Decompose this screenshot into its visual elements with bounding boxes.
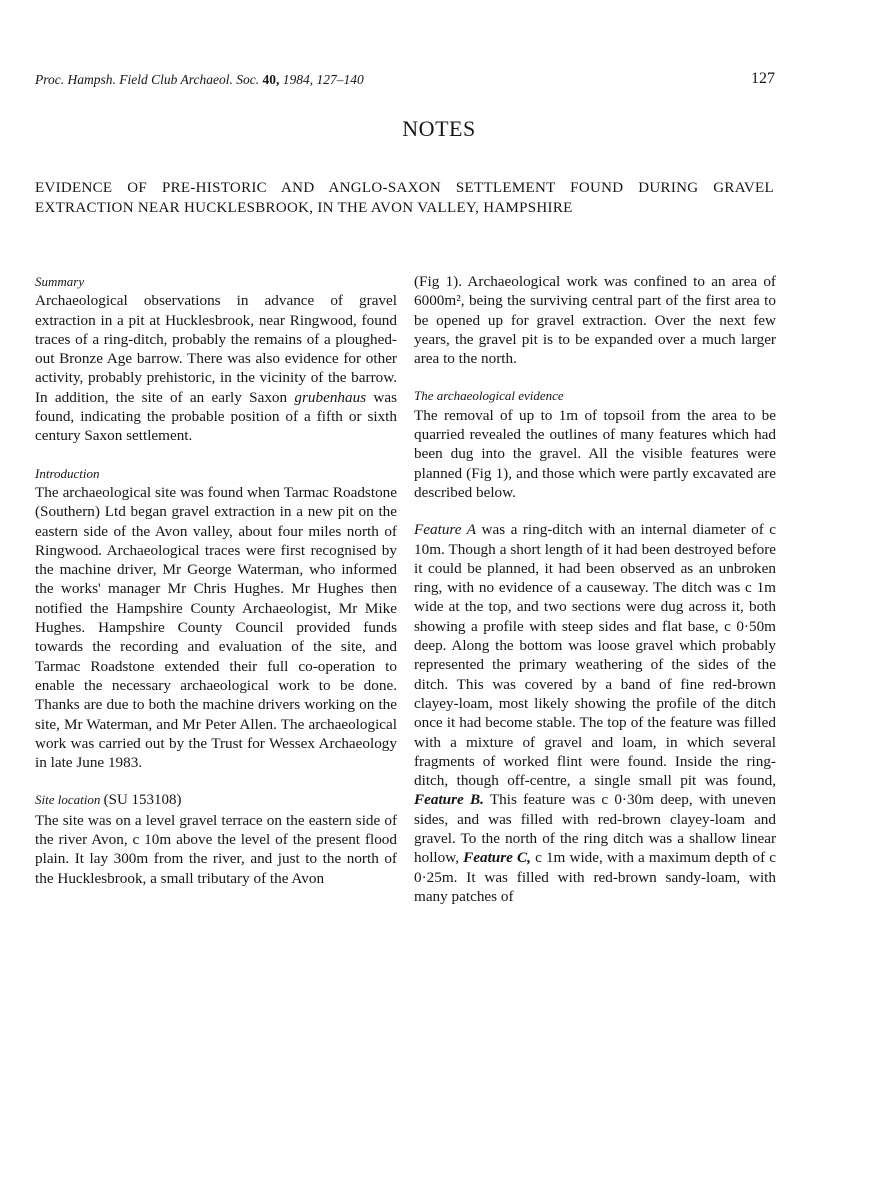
features-paragraph [414,520,776,906]
left-column [35,272,397,888]
feature-c-text: c 1m wide, with a maximum depth of c 0·25m. It was filled with red-brown sandy-loam, with many patches of [414,849,777,905]
right-column [414,272,776,924]
site-location-grid-ref: (SU 153108) [103,792,182,809]
section-title: NOTES [402,116,476,141]
running-header [35,72,775,88]
feature-b-text: This feature was c 0·30m deep, with uneven sides, and was filled with red-brown clayey-loam and gravel. To the north of the ring ditch was a shallow linear hollow, [414,791,776,867]
journal-volume: 40, [262,72,280,87]
article-title: EVIDENCE OF PRE-HISTORIC AND ANGLO-SAXON SETTLEMENT FOUND DURING GRAVEL EXTRACTION NEAR HUCKLESBROOK, IN THE AVON VALLEY, HAMPSHIRE [35,180,774,216]
summary-text-2: was found, indicating the probable position of a fifth or sixth century Saxon settlement. [35,388,398,445]
site-location-continued: (Fig 1). Archaeological work was confined to an area of 6000m², being the surviving central part of the first area to be opened up for gravel extraction. Over the next few years, the gravel pit is to be expanded over a much larger area to the north. [414,273,776,368]
site-location-heading-text: Site location [35,792,101,808]
feature-c-label: Feature C, [463,849,531,867]
introduction-heading: Introduction [35,465,100,481]
summary-paragraph [35,291,397,445]
site-location-paragraph: The site was on a level gravel terrace on the eastern side of the river Avon, c 10m above the level of the present flood plain. It lay 300m from the river, and just to the north of the Hucklesbrook, a small tributary of the Avon [35,811,397,887]
evidence-paragraph: The removal of up to 1m of topsoil from the area to be quarried revealed the outlines of many features which had been dug into the gravel. All the visible features were planned (Fig 1), and those which were partly excavated are described below. [414,406,776,501]
summary-term: grubenhaus [294,388,367,406]
summary-heading: Summary [35,274,85,289]
evidence-heading: The archaeological evidence [414,388,564,404]
page-number: 127 [751,70,775,87]
introduction-paragraph: The archaeological site was found when Tarmac Roadstone (Southern) Ltd began gravel extraction in a new pit on the eastern side of the Avon valley, about four miles north of Ringwood. Archaeological traces were first recognised by the machine driver, Mr George Waterman, who informed the works' manager Mr Chris Hughes. Mr Hughes then notified the Hampshire County Archaeologist, Mr Mike Hughes. Hampshire County Council provided funds towards the recording and evaluation of the site, and Tarmac Roadstone extended their full co-operation to enable the necessary archaeological work to be done. Thanks are due to both the machine drivers working on the site, Mr Waterman, and Mr Peter Allen. The archaeological work was carried out by the Trust for Wessex Archaeology in late June 1983. [35,483,397,772]
summary-text-1: Archaeological observations in advance of gravel extraction in a pit at Hucklesbrook, near Ringwood, found traces of a ring-ditch, probably the remains of a ploughed-out Bronze Age barrow. There was also evidence for other activity, probably prehistoric, in the vicinity of the barrow. In addition, the site of an early Saxon [35,292,397,406]
feature-a-text: was a ring-ditch with an internal diameter of c 10m. Though a short length of it had been destroyed before it could be planned, it had been observed as an unbroken ring, with no evidence of a causeway. The ditch was c 1m wide at the top, and two sections were dug across it, both showing a profile with steep sides and flat base, c 0·50m deep. Along the bottom was loose gravel which probably represented the primary weathering of the sides of the ditch. This was covered by a band of fine red-brown clayey-loam, most likely showing the profile of the ditch once it had become stable. The top of the feature was filled with a mixture of gravel and loam, in which several fragments of worked flint were found. Inside the ring-ditch, though off-centre, a single small pit was found, [414,521,776,790]
journal-citation: 1984, 127–140 [282,72,364,87]
feature-b-label: Feature B. [414,791,484,809]
site-location-heading [35,790,397,810]
feature-a-label: Feature A [414,521,477,539]
journal-name: Proc. Hampsh. Field Club Archaeol. Soc. [35,72,260,87]
